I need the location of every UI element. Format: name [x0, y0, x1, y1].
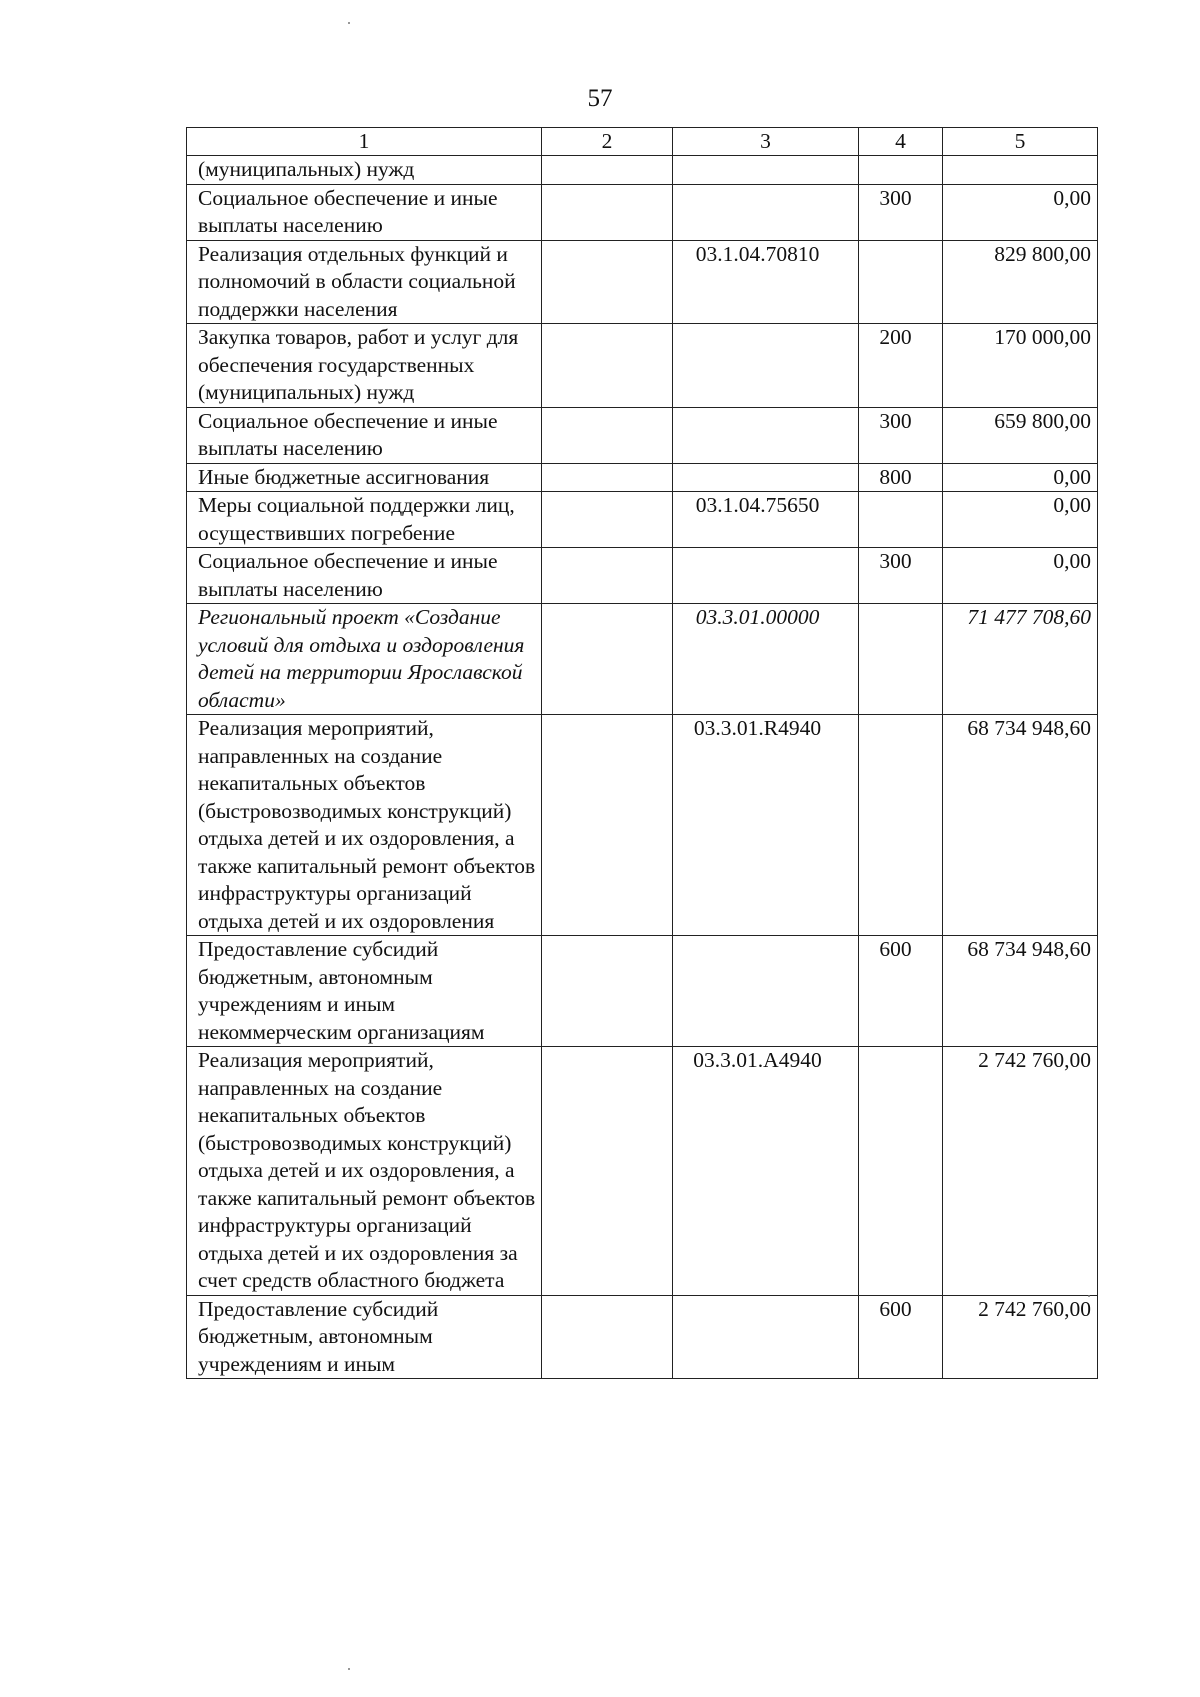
table-row — [187, 936, 1098, 1047]
row-amount-cell: 71 477 708,60 — [943, 604, 1098, 715]
row-type-cell: 300 — [859, 548, 943, 604]
header-cell-2: 2 — [542, 128, 673, 156]
row-type-cell: 200 — [859, 324, 943, 408]
row-type-cell: 300 — [859, 184, 943, 240]
row-col2-cell — [542, 156, 673, 185]
row-name-cell: Предоставление субсидий бюджетным, автономным учреждениям и иным — [187, 1295, 542, 1379]
row-col2-cell — [542, 240, 673, 324]
table-row — [187, 715, 1098, 936]
table-row — [187, 492, 1098, 548]
row-amount-cell: 170 000,00 — [943, 324, 1098, 408]
table-row — [187, 324, 1098, 408]
row-col2-cell — [542, 184, 673, 240]
row-name-cell: Реализация отдельных функций и полномочий в области социальной поддержки населения — [187, 240, 542, 324]
row-code-cell: 03.3.01.00000 — [673, 604, 859, 715]
row-amount-cell: 68 734 948,60 — [943, 715, 1098, 936]
row-type-cell — [859, 1047, 943, 1296]
table-row — [187, 1295, 1098, 1379]
row-name-cell: Социальное обеспечение и иные выплаты населению — [187, 407, 542, 463]
row-code-cell: 03.3.01.A4940 — [673, 1047, 859, 1296]
row-amount-cell — [943, 156, 1098, 185]
budget-table — [186, 127, 1098, 1379]
row-amount-cell: 0,00 — [943, 463, 1098, 492]
row-type-cell — [859, 156, 943, 185]
budget-table-body — [187, 128, 1098, 1379]
row-name-cell: Меры социальной поддержки лиц, осуществивших погребение — [187, 492, 542, 548]
table-row — [187, 548, 1098, 604]
row-name-cell: Закупка товаров, работ и услуг для обеспечения государственных (муниципальных) нужд — [187, 324, 542, 408]
row-name-cell: Реализация мероприятий, направленных на создание некапитальных объектов (быстровозводимых конструкций) отдыха детей и их оздоровления, а также капитальный ремонт объектов инфраструктуры организаций отдыха детей и их оздоровления за счет средств областного бюджета — [187, 1047, 542, 1296]
row-code-cell — [673, 184, 859, 240]
header-cell-1: 1 — [187, 128, 542, 156]
row-type-cell — [859, 604, 943, 715]
row-col2-cell — [542, 936, 673, 1047]
row-col2-cell — [542, 715, 673, 936]
table-row — [187, 463, 1098, 492]
row-code-cell — [673, 463, 859, 492]
scan-speck — [1088, 1295, 1090, 1297]
row-amount-cell: 659 800,00 — [943, 407, 1098, 463]
row-col2-cell — [542, 407, 673, 463]
row-type-cell: 600 — [859, 936, 943, 1047]
row-amount-cell: 68 734 948,60 — [943, 936, 1098, 1047]
table-header-row — [187, 128, 1098, 156]
row-amount-cell: 0,00 — [943, 184, 1098, 240]
page-number: 57 — [587, 85, 613, 112]
row-code-cell: 03.1.04.70810 — [673, 240, 859, 324]
row-col2-cell — [542, 324, 673, 408]
row-name-cell: Иные бюджетные ассигнования — [187, 463, 542, 492]
scan-speck — [348, 22, 350, 24]
row-amount-cell: 829 800,00 — [943, 240, 1098, 324]
row-code-cell: 03.3.01.R4940 — [673, 715, 859, 936]
row-type-cell — [859, 715, 943, 936]
header-cell-5: 5 — [943, 128, 1098, 156]
header-cell-4: 4 — [859, 128, 943, 156]
row-code-cell — [673, 1295, 859, 1379]
table-row — [187, 240, 1098, 324]
table-row — [187, 1047, 1098, 1296]
row-name-cell: Региональный проект «Создание условий для отдыха и оздоровления детей на территории Ярославской области» — [187, 604, 542, 715]
row-col2-cell — [542, 1047, 673, 1296]
row-col2-cell — [542, 548, 673, 604]
row-type-cell: 300 — [859, 407, 943, 463]
row-name-cell: Социальное обеспечение и иные выплаты населению — [187, 184, 542, 240]
row-name-cell: Предоставление субсидий бюджетным, автономным учреждениям и иным некоммерческим организациям — [187, 936, 542, 1047]
row-code-cell — [673, 548, 859, 604]
row-amount-cell: 0,00 — [943, 492, 1098, 548]
row-name-cell: Социальное обеспечение и иные выплаты населению — [187, 548, 542, 604]
row-type-cell: 800 — [859, 463, 943, 492]
row-code-cell — [673, 407, 859, 463]
header-cell-3: 3 — [673, 128, 859, 156]
row-name-cell: Реализация мероприятий, направленных на создание некапитальных объектов (быстровозводимых конструкций) отдыха детей и их оздоровления, а также капитальный ремонт объектов инфраструктуры организаций отдыха детей и их оздоровления — [187, 715, 542, 936]
row-type-cell — [859, 492, 943, 548]
row-amount-cell: 2 742 760,00 — [943, 1047, 1098, 1296]
table-row — [187, 407, 1098, 463]
row-code-cell — [673, 936, 859, 1047]
row-code-cell — [673, 324, 859, 408]
row-col2-cell — [542, 463, 673, 492]
row-code-cell: 03.1.04.75650 — [673, 492, 859, 548]
row-code-cell — [673, 156, 859, 185]
row-amount-cell: 0,00 — [943, 548, 1098, 604]
row-type-cell: 600 — [859, 1295, 943, 1379]
table-row — [187, 156, 1098, 185]
scan-speck — [348, 1668, 350, 1670]
table-row — [187, 184, 1098, 240]
row-amount-cell: 2 742 760,00 — [943, 1295, 1098, 1379]
row-col2-cell — [542, 604, 673, 715]
row-col2-cell — [542, 492, 673, 548]
row-type-cell — [859, 240, 943, 324]
table-row — [187, 604, 1098, 715]
row-col2-cell — [542, 1295, 673, 1379]
row-name-cell: (муниципальных) нужд — [187, 156, 542, 185]
